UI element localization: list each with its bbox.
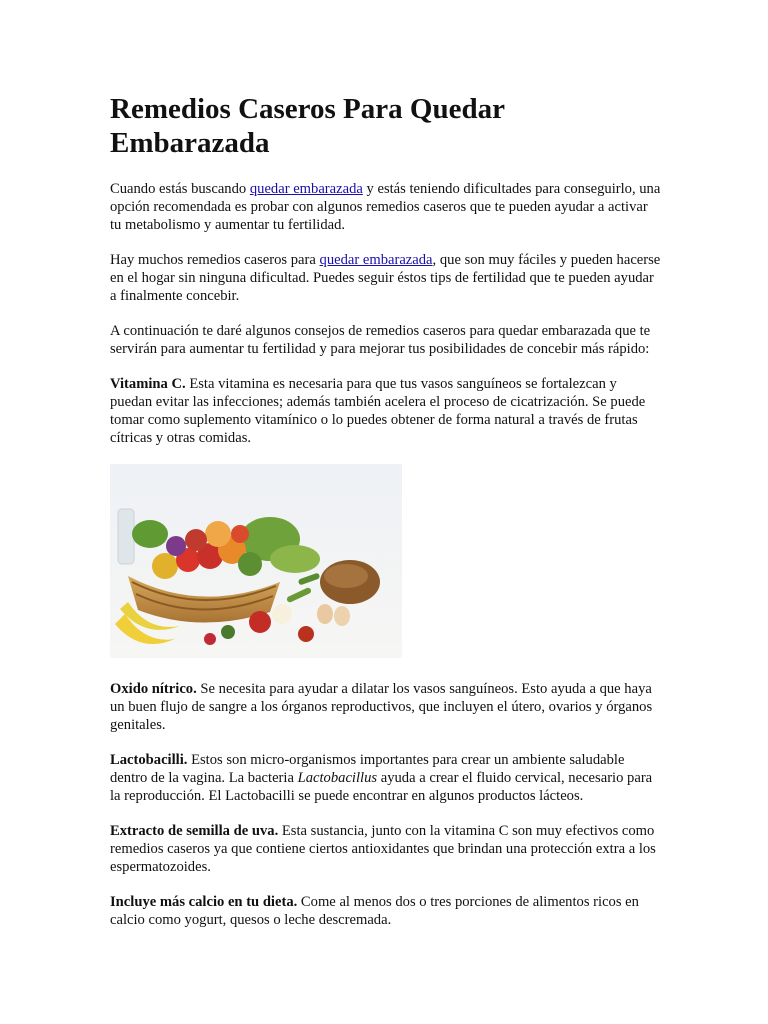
paragraph-lactobacilli	[110, 751, 662, 805]
paragraph-text: , que son muy fáciles y pueden hacerse en el hogar sin ninguna dificultad. Puedes seguir éstos tips de fertilidad que te pueden ayudar a finalmente concebir.	[110, 252, 661, 304]
paragraph-vitamina-c	[110, 375, 662, 447]
paragraph-calcio	[110, 893, 662, 929]
semilla-uva-text: Esta sustancia, junto con la vitamina C son muy efectivos como remedios caseros ya que contiene ciertos antioxidantes que brindan una protección extra a los espermatozoides.	[110, 823, 656, 875]
oxido-nitrico-label: Oxido nítrico.	[110, 681, 197, 697]
paragraph-remedies	[110, 251, 662, 305]
paragraph-oxido-nitrico	[110, 680, 662, 734]
quedar-embarazada-link-2[interactable]: quedar embarazada	[319, 252, 433, 268]
paragraph-text: Cuando estás buscando	[110, 181, 250, 197]
document-page	[110, 92, 662, 946]
paragraph-advice: A continuación te daré algunos consejos de remedios caseros para quedar embarazada que te servirán para aumentar tu fertilidad y para mejorar tus posibilidades de concebir más rápido:	[110, 323, 651, 357]
fruits-vegetables-image	[110, 464, 402, 658]
calcio-label: Incluye más calcio en tu dieta.	[110, 894, 298, 910]
oxido-nitrico-text: Se necesita para ayudar a dilatar los vasos sanguíneos. Esto ayuda a que haya un buen flujo de sangre a los órganos reproductivos, que incluyen el útero, ovarios y órganos genitales.	[110, 681, 653, 733]
calcio-text: Come al menos dos o tres porciones de alimentos ricos en calcio como yogurt, quesos o leche descremada.	[110, 894, 639, 928]
lactobacilli-text-2: ayuda a crear el fluido cervical, necesario para la reproducción. El Lactobacilli se puede encontrar en algunos productos lácteos.	[110, 770, 653, 804]
paragraph-text: Hay muchos remedios caseros para	[110, 252, 320, 268]
quedar-embarazada-link[interactable]: quedar embarazada	[249, 181, 363, 197]
lactobacilli-text: Estos son micro-organismos importantes para crear un ambiente saludable dentro de la vagina. La bacteria	[110, 752, 625, 786]
paragraph-intro	[110, 180, 662, 234]
vitamina-c-text: Esta vitamina es necesaria para que tus vasos sanguíneos se fortalezcan y puedan evitar las infecciones; además también acelera el proceso de cicatrización. Se puede tomar como suplemento vitamínico o lo puedes obtener de forma natural a través de frutas cítricas y otras comidas.	[110, 376, 646, 446]
vitamina-c-label: Vitamina C.	[110, 376, 186, 392]
page-title: Remedios Caseros Para Quedar Embarazada	[110, 93, 505, 159]
lactobacillus-italic: Lactobacillus	[297, 770, 378, 786]
paragraph-text: y estás teniendo dificultades para conseguirlo, una opción recomendada es probar con algunos remedios caseros que te pueden ayudar a activar tu metabolismo y aumentar tu fertilidad.	[110, 181, 661, 233]
lactobacilli-label: Lactobacilli.	[110, 752, 188, 768]
paragraph-semilla-uva	[110, 822, 662, 876]
semilla-uva-label: Extracto de semilla de uva.	[110, 823, 279, 839]
